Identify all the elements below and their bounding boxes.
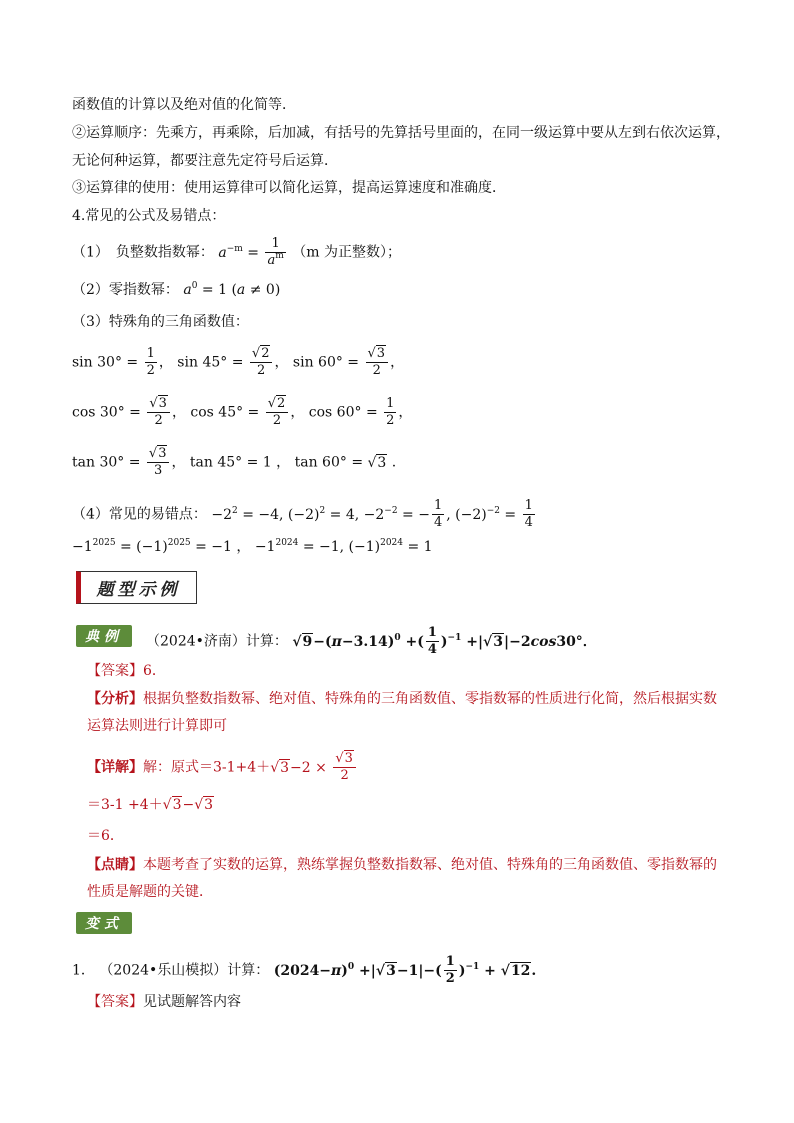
variant-tag: 变式 <box>76 912 132 934</box>
analysis-text-1: 根据负整数指数幂、绝对值、特殊角的三角函数值、零指数幂的性质进行化简，然后根据实数 <box>143 691 717 707</box>
formula-negative-exponent <box>72 236 401 269</box>
analysis-line-2: 运算法则进行计算即可 <box>87 718 227 734</box>
comment-line-1 <box>87 855 717 875</box>
formula-zero-exponent <box>72 280 280 300</box>
item3-label: （3）特殊角的三角函数值： <box>72 314 249 330</box>
intro-line-1: 函数值的计算以及绝对值的化简等． <box>72 97 296 113</box>
q1-answer <box>87 992 241 1012</box>
q1-expression: $(2024-\pi)^0 +|√3-1|-$( $\frac{1}{2}$ )$^{-1}$ + √12. <box>273 954 537 986</box>
item1-label: （1） 负整数指数幂： <box>72 244 214 261</box>
variant-question-1 <box>72 954 536 987</box>
negative-exponent-formula: $a^{-m}$ = $\frac{1}{a^m}$ <box>218 236 284 268</box>
q1-source: （2024•乐山模拟）计算： <box>99 962 270 979</box>
comment-text-1: 本题考查了实数的运算，熟练掌握负整数指数幂、绝对值、特殊角的三角函数值、零指数幂的 <box>143 857 717 873</box>
cos-values-row: cos 30° = $\frac{√3}{2}$ ， cos 45° = $\frac{√2}{2}$ ， cos 60° = $\frac{1}{2}$ ， <box>72 396 413 428</box>
detail-step-2: ＝3-1 +4＋ <box>87 797 163 813</box>
intro-line-4: ③运算律的使用：使用运算律可以简化运算，提高运算速度和准确度． <box>72 180 506 196</box>
comment-line-2: 性质是解题的关键． <box>87 884 213 900</box>
section4-heading: 4.常见的公式及易错点： <box>72 208 226 224</box>
q1-answer-value: 见试题解答内容 <box>143 994 241 1010</box>
answer-value: 6． <box>143 663 166 679</box>
comment-label: 【点睛】 <box>87 857 143 873</box>
sin-values-row: sin 30° = $\frac{1}{2}$ ， sin 45° = $\frac{√2}{2}$ ， sin 60° = $\frac{√3}{2}$ ， <box>72 346 405 378</box>
analysis-line-1 <box>87 689 717 709</box>
analysis-label: 【分析】 <box>87 691 143 707</box>
example-source: （2024•济南）计算： <box>146 633 288 650</box>
detail-line-2 <box>87 795 214 815</box>
tan-values-row: tan 30° = $\frac{√3}{3}$ ， tan 45° = 1 ， tan 60° = √3 . <box>72 446 397 478</box>
detail-label: 【详解】 <box>87 759 143 776</box>
zero-exponent-formula: $a^0 = 1$ (a ≠ 0) <box>183 281 281 298</box>
common-mistakes-row-2: $-1^{2025} = (-1)^{2025} = -1$ ， $-1^{2024} = -1$, $(-1)^{2024} = 1$ <box>72 538 433 555</box>
intro-line-2: ②运算顺序：先乘方，再乘除，后加减，有括号的先算括号里面的，在同一级运算中要从左到右依次运算， <box>72 125 730 141</box>
item1-note: （m 为正整数）； <box>292 244 401 261</box>
intro-line-3: 无论何种运算，都要注意先定符号后运算． <box>72 153 338 169</box>
example-question <box>146 625 597 658</box>
detail-formula-1: √3−2 × $\frac{√3}{2}$ <box>270 760 358 776</box>
detail-formula-2: √3−√3 <box>162 797 214 813</box>
q1-answer-label: 【答案】 <box>87 994 143 1010</box>
mistakes-formula-1: $-2^2 = -4$, $(-2)^2 = 4$, $-2^{-2}$ = − $\frac{1}{4}$ , $(-2)^{-2}$ = $\frac{1}{4}$ <box>211 498 533 530</box>
example-answer <box>87 661 166 681</box>
answer-label: 【答案】 <box>87 663 143 679</box>
common-mistakes-row-1 <box>72 498 537 531</box>
item2-label: （2）零指数幂： <box>72 282 179 298</box>
detail-intro: 解：原式＝3-1+4＋ <box>143 759 271 776</box>
example-expression: $√9-(\pi-3.14)^0$ +( $\frac{1}{4}$ )$^{-1}$ +|√3|−2cos30°． <box>292 625 597 657</box>
section-banner: 题型示例 <box>76 571 197 604</box>
q1-number: 1． <box>72 962 95 979</box>
detail-line-1 <box>87 751 358 784</box>
example-tag: 典例 <box>76 625 132 647</box>
item4-label: （4）常见的易错点： <box>72 506 207 523</box>
detail-line-3: ＝6． <box>87 828 124 844</box>
